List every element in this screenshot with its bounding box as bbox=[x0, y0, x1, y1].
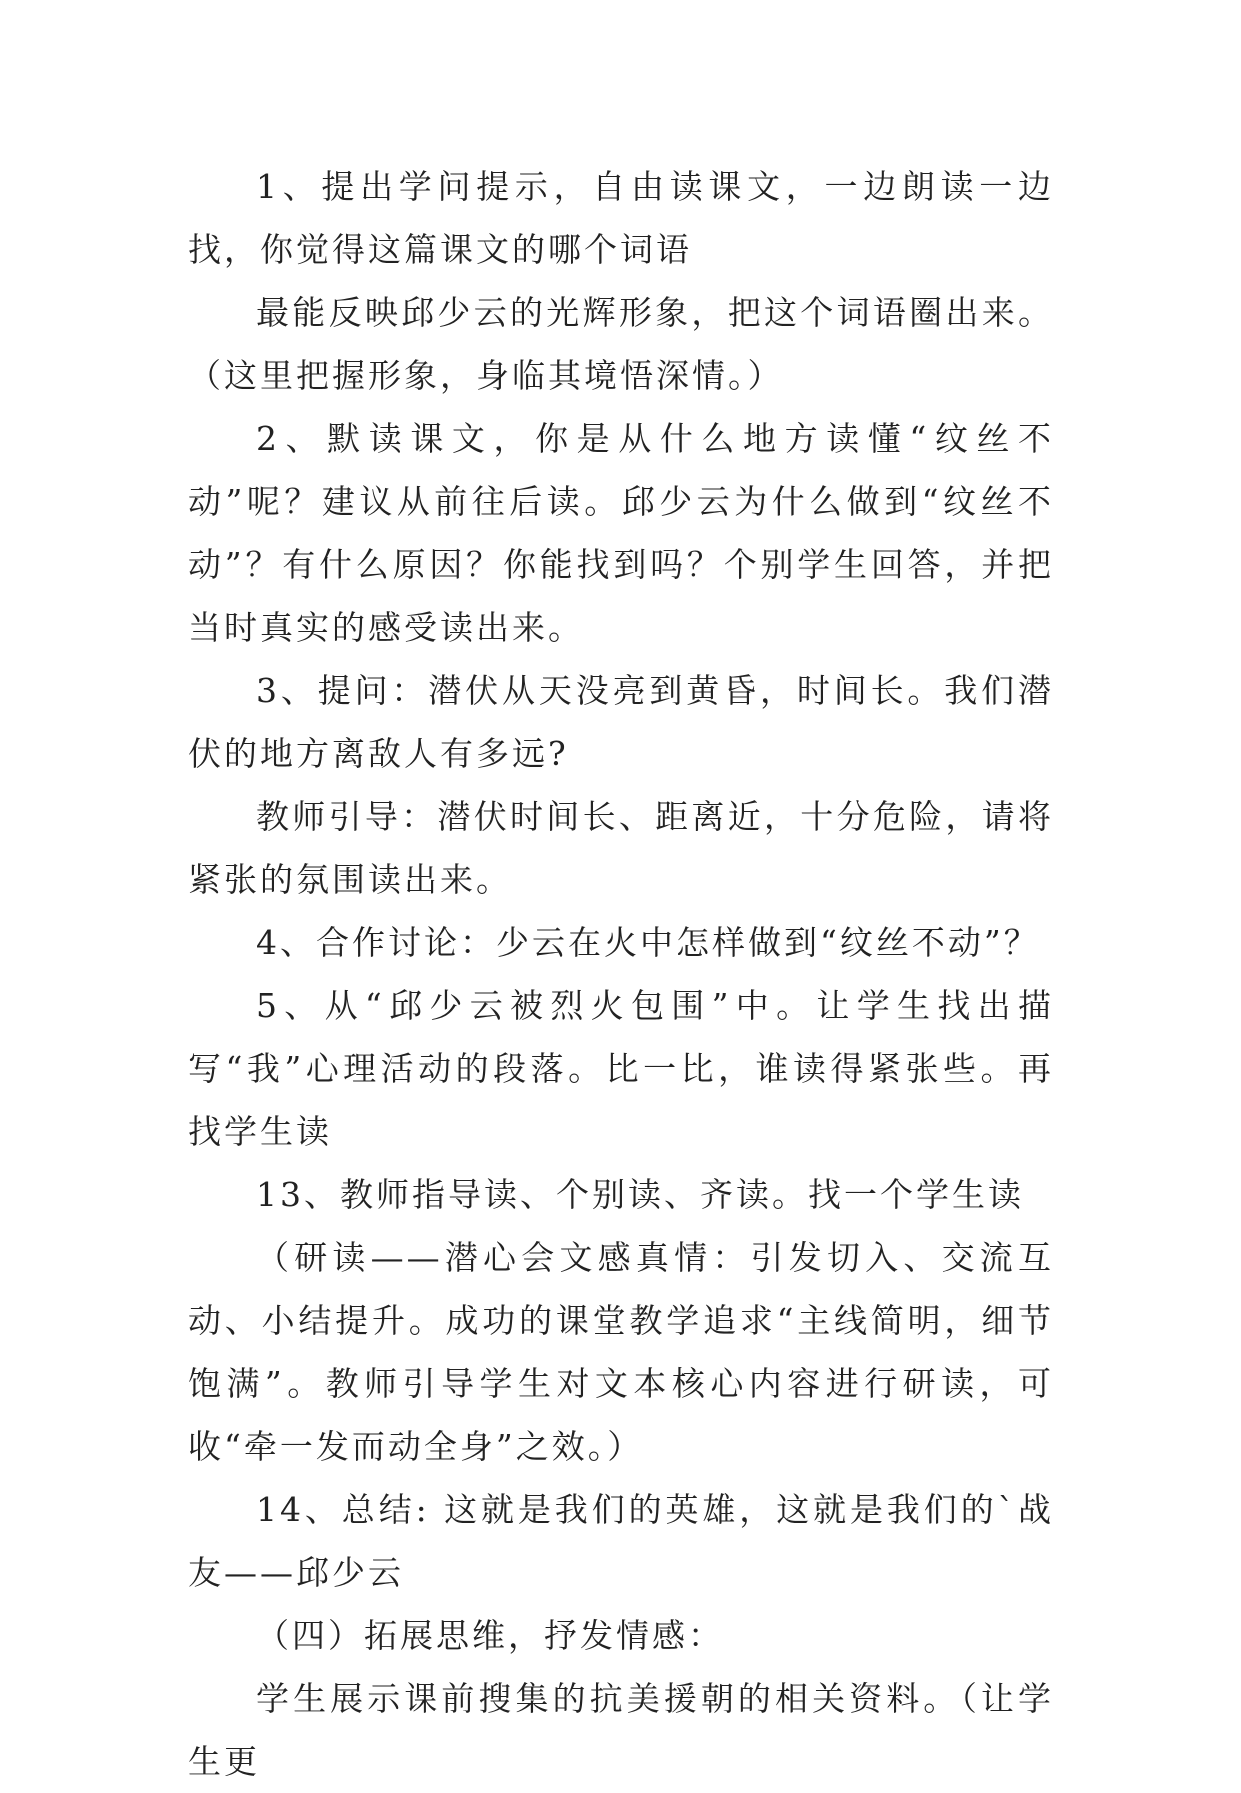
paragraph-6: 4、合作讨论：少云在火中怎样做到“纹丝不动”？ bbox=[256, 923, 1040, 962]
paragraph-4: 3、提问：潜伏从天没亮到黄昏，时间长。我们潜伏的地方离敌人有多远? bbox=[188, 671, 1054, 773]
document-body bbox=[188, 155, 1054, 1793]
paragraph-8: 13、教师指导读、个别读、齐读。找一个学生读 bbox=[256, 1175, 1024, 1214]
paragraph-11: （四）拓展思维，抒发情感： bbox=[256, 1616, 724, 1655]
paragraph-7: 5、从“邱少云被烈火包围”中。让学生找出描写“我”心理活动的段落。比一比，谁读得紧张些。再找学生读 bbox=[188, 986, 1054, 1151]
paragraph-10: 14、总结: 这就是我们的英雄，这就是我们的`战友——邱少云 bbox=[188, 1490, 1054, 1592]
paragraph-9: （研读——潜心会文感真情：引发切入、交流互动、小结提升。成功的课堂教学追求“主线简明，细节饱满”。教师引导学生对文本核心内容进行研读，可收“牵一发而动全身”之效。） bbox=[188, 1238, 1054, 1466]
paragraph-5: 教师引导：潜伏时间长、距离近，十分危险，请将紧张的氛围读出来。 bbox=[188, 797, 1054, 899]
paragraph-1: 1、提出学问提示，自由读课文，一边朗读一边找，你觉得这篇课文的哪个词语 bbox=[188, 167, 1054, 269]
paragraph-2: 最能反映邱少云的光辉形象，把这个词语圈出来。（这里把握形象，身临其境悟深情。） bbox=[188, 293, 1054, 395]
paragraph-3: 2、默读课文，你是从什么地方读懂“纹丝不动”呢？建议从前往后读。邱少云为什么做到“纹丝不动”？有什么原因？你能找到吗？个别学生回答，并把当时真实的感受读出来。 bbox=[188, 419, 1054, 647]
paragraph-12: 学生展示课前搜集的抗美援朝的相关资料。（让学生更 bbox=[188, 1679, 1054, 1781]
